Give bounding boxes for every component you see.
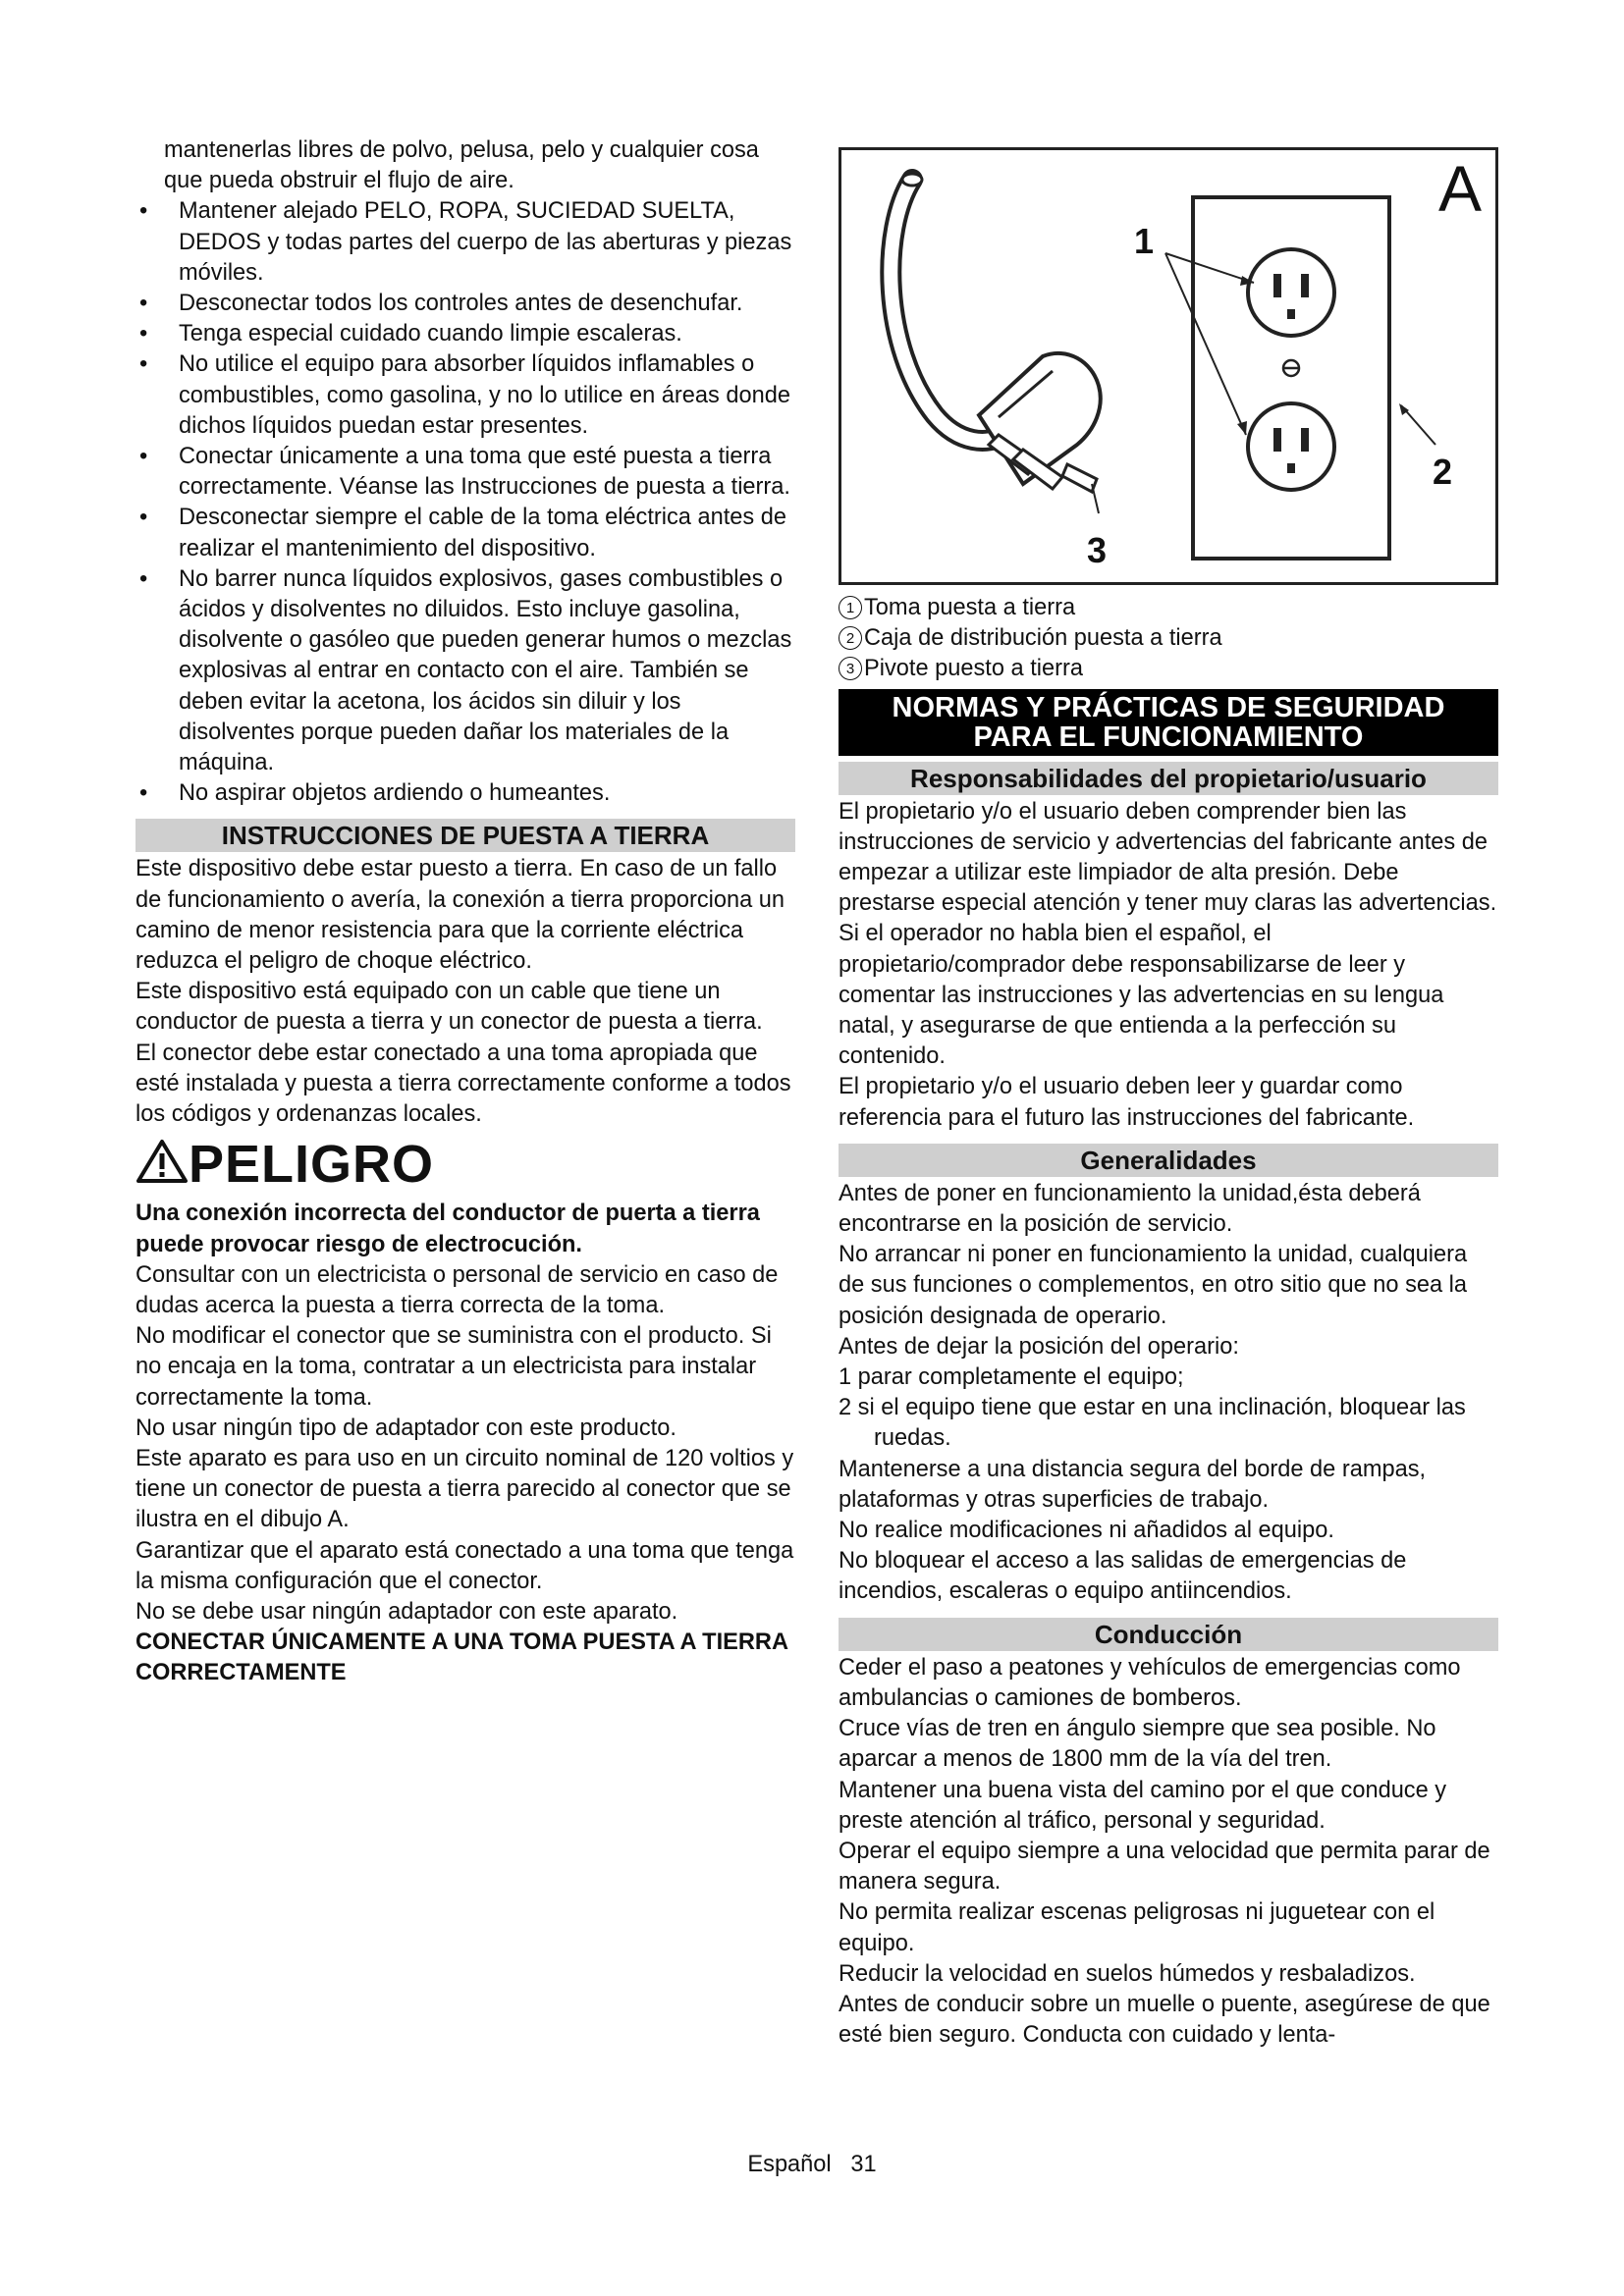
general-paragraph: Antes de poner en funcionamiento la unidad,ésta deberá encontrarse en la posición de servicio. [839,1180,1421,1238]
callout-3: 3 [1087,530,1108,570]
danger-paragraph: No modificar el conector que se suministra con el producto. Si no encaja en la toma, contratar a un electricista para instalar correctamente la toma. [135,1323,772,1411]
page-footer [0,2152,1624,2178]
responsibilities-heading: Responsabilidades del propietario/usuario [839,762,1498,795]
responsibilities-paragraph: Si el operador no habla bien el español, el propietario/comprador debe responsabilizarse de leer y comentar las instrucciones y las advertencias en su lengua natal, y asegurarse de que entienda a la perfección su contenido. [839,921,1444,1070]
general-step: 2 si el equipo tiene que estar en una inclinación, bloquear las ruedas. [839,1395,1466,1452]
legend-text: Toma puesta a tierra [864,595,1076,620]
driving-paragraph: Cruce vías de tren en ángulo siempre que sea posible. No aparcar a menos de 1800 mm de la vía del tren. [839,1716,1436,1773]
bullet-item: • No utilice el equipo para absorber líquidos inflamables o combustibles, como gasolina, y no lo utilice en áreas donde dichos líquidos puedan estar presentes. [135,349,795,442]
danger-paragraph: No se debe usar ningún adaptador con este aparato. [135,1598,678,1625]
driving-paragraph: Operar el equipo siempre a una velocidad que permita parar de manera segura. [839,1838,1490,1896]
legend-number: 1 [839,596,862,619]
legend-item [839,623,1498,654]
left-column [135,135,795,1689]
driving-paragraph: Reducir la velocidad en suelos húmedos y resbaladizos. [839,1960,1416,1987]
general-paragraph: Antes de dejar la posición del operario: [839,1333,1239,1360]
grounding-paragraph: Este dispositivo está equipado con un cable que tiene un conductor de puesta a tierra y un conector de puesta a tierra. [135,979,763,1036]
bullet-item: • Conectar únicamente a una toma que esté puesta a tierra correctamente. Véanse las Instrucciones de puesta a tierra. [135,442,795,503]
bullet-item: • Desconectar siempre el cable de la toma eléctrica antes de realizar el mantenimiento del dispositivo. [135,503,795,563]
responsibilities-paragraph: El propietario y/o el usuario deben leer y guardar como referencia para el futuro las instrucciones del fabricante. [839,1074,1415,1131]
legend-text: Pivote puesto a tierra [864,656,1083,682]
danger-paragraph: Consultar con un electricista o personal de servicio en caso de dudas acerca la puesta a tierra correcta de la toma. [135,1261,779,1318]
general-heading: Generalidades [839,1144,1498,1177]
general-step: 1 parar completamente el equipo; [839,1364,1184,1391]
safety-heading-line1: NORMAS Y PRÁCTICAS DE SEGURIDAD [892,691,1445,723]
receptacle-top-shape [1248,249,1334,336]
driving-paragraph: Mantener una buena vista del camino por el que conduce y preste atención al tráfico, personal y seguridad. [839,1777,1447,1834]
bullet-item: • Mantener alejado PELO, ROPA, SUCIEDAD SUELTA, DEDOS y todas partes del cuerpo de las aberturas y piezas móviles. [135,196,795,289]
grounding-heading: INSTRUCCIONES DE PUESTA A TIERRA [135,819,795,852]
grounded-plug-outlet-illustration [841,150,1495,576]
bullet-item: • Desconectar todos los controles antes de desenchufar. [135,289,795,319]
cord-shape [891,180,1003,441]
general-paragraph: Mantenerse a una distancia segura del borde de rampas, plataformas y otras superficies de trabajo. [839,1456,1427,1513]
final-caps-warning: CONECTAR ÚNICAMENTE A UNA TOMA PUESTA A TIERRA CORRECTAMENTE [135,1629,788,1686]
danger-paragraph: Este aparato es para uso en un circuito nominal de 120 voltios y tiene un conector de puesta a tierra parecido al conector que se ilustra en el dibujo A. [135,1445,794,1533]
legend-item [839,654,1498,684]
danger-paragraph: No usar ningún tipo de adaptador con este producto. [135,1415,677,1441]
danger-paragraph: Garantizar que el aparato está conectado a una toma que tenga la misma configuración que el conector. [135,1537,794,1594]
legend-number: 3 [839,657,862,680]
driving-paragraph: No permita realizar escenas peligrosas ni juguetear con el equipo. [839,1899,1435,1956]
bullet-item: • Tenga especial cuidado cuando limpie escaleras. [135,319,795,349]
intro-continuation: mantenerlas libres de polvo, pelusa, pelo y cualquier cosa que pueda obstruir el flujo de aire. [164,137,759,194]
danger-title-text: PELIGRO [189,1135,435,1195]
page-number: 31 [850,2152,877,2177]
bullet-item: • No barrer nunca líquidos explosivos, gases combustibles o ácidos y disolventes no diluidos. Esto incluye gasolina, disolvente o gasóleo que pueden generar humos o mezclas explosivas al entrar en contacto con el aire. También se deben evitar la acetona, los ácidos sin diluir y los disolventes porque pueden dañar los materiales de la máquina. [135,564,795,778]
figure-label: A [1438,152,1483,225]
legend-text: Caja de distribución puesta a tierra [864,625,1222,652]
general-paragraph: No realice modificaciones ni añadidos al equipo. [839,1518,1334,1544]
right-column [839,147,1498,2051]
safety-section-heading [839,689,1498,756]
figure-a-grounded-outlet [839,147,1498,585]
grounding-paragraph: El conector debe estar conectado a una toma apropiada que esté instalada y puesta a tierra correctamente conforme a todos los códigos y ordenanzas locales. [135,1040,791,1128]
figure-legend [839,593,1498,685]
receptacle-bottom-shape [1248,403,1334,490]
ground-pin-shape [1062,464,1097,492]
danger-bold-statement: Una conexión incorrecta del conductor de puerta a tierra puede provocar riesgo de electrocución. [135,1201,760,1257]
legend-item [839,593,1498,623]
general-paragraph: No arrancar ni poner en funcionamiento la unidad, cualquiera de sus funciones o complementos, en otro sitio que no sea la posición designada de operario. [839,1242,1468,1329]
grounding-paragraph: Este dispositivo debe estar puesto a tierra. En caso de un fallo de funcionamiento o avería, la conexión a tierra proporciona un camino de menor resistencia para que la corriente eléctrica reduzca el peligro de choque eléctrico. [135,856,785,975]
driving-paragraph: Ceder el paso a peatones y vehículos de emergencias como ambulancias o camiones de bomberos. [839,1654,1461,1711]
footer-language: Español [747,2152,832,2177]
general-paragraph: No bloquear el acceso a las salidas de emergencias de incendios, escaleras o equipo antiincendios. [839,1548,1407,1605]
driving-heading: Conducción [839,1618,1498,1651]
bullet-item: • No aspirar objetos ardiendo o humeantes. [135,778,795,809]
safety-heading-line2: PARA EL FUNCIONAMIENTO [973,721,1364,753]
driving-paragraph: Antes de conducir sobre un muelle o puente, asegúrese de que esté bien seguro. Conducta con cuidado y lenta- [839,1991,1490,2049]
legend-number: 2 [839,626,862,650]
callout-2: 2 [1433,452,1453,492]
callout-1: 1 [1134,221,1155,261]
responsibilities-paragraph: El propietario y/o el usuario deben comprender bien las instrucciones de servicio y advertencias del fabricante antes de empezar a utilizar este limpiador de alta presión. Debe prestarse especial atención y tener muy claras las advertencias. [839,798,1497,917]
danger-heading [135,1134,795,1195]
warning-triangle-icon [135,1139,189,1184]
safety-bullet-list [135,196,795,809]
